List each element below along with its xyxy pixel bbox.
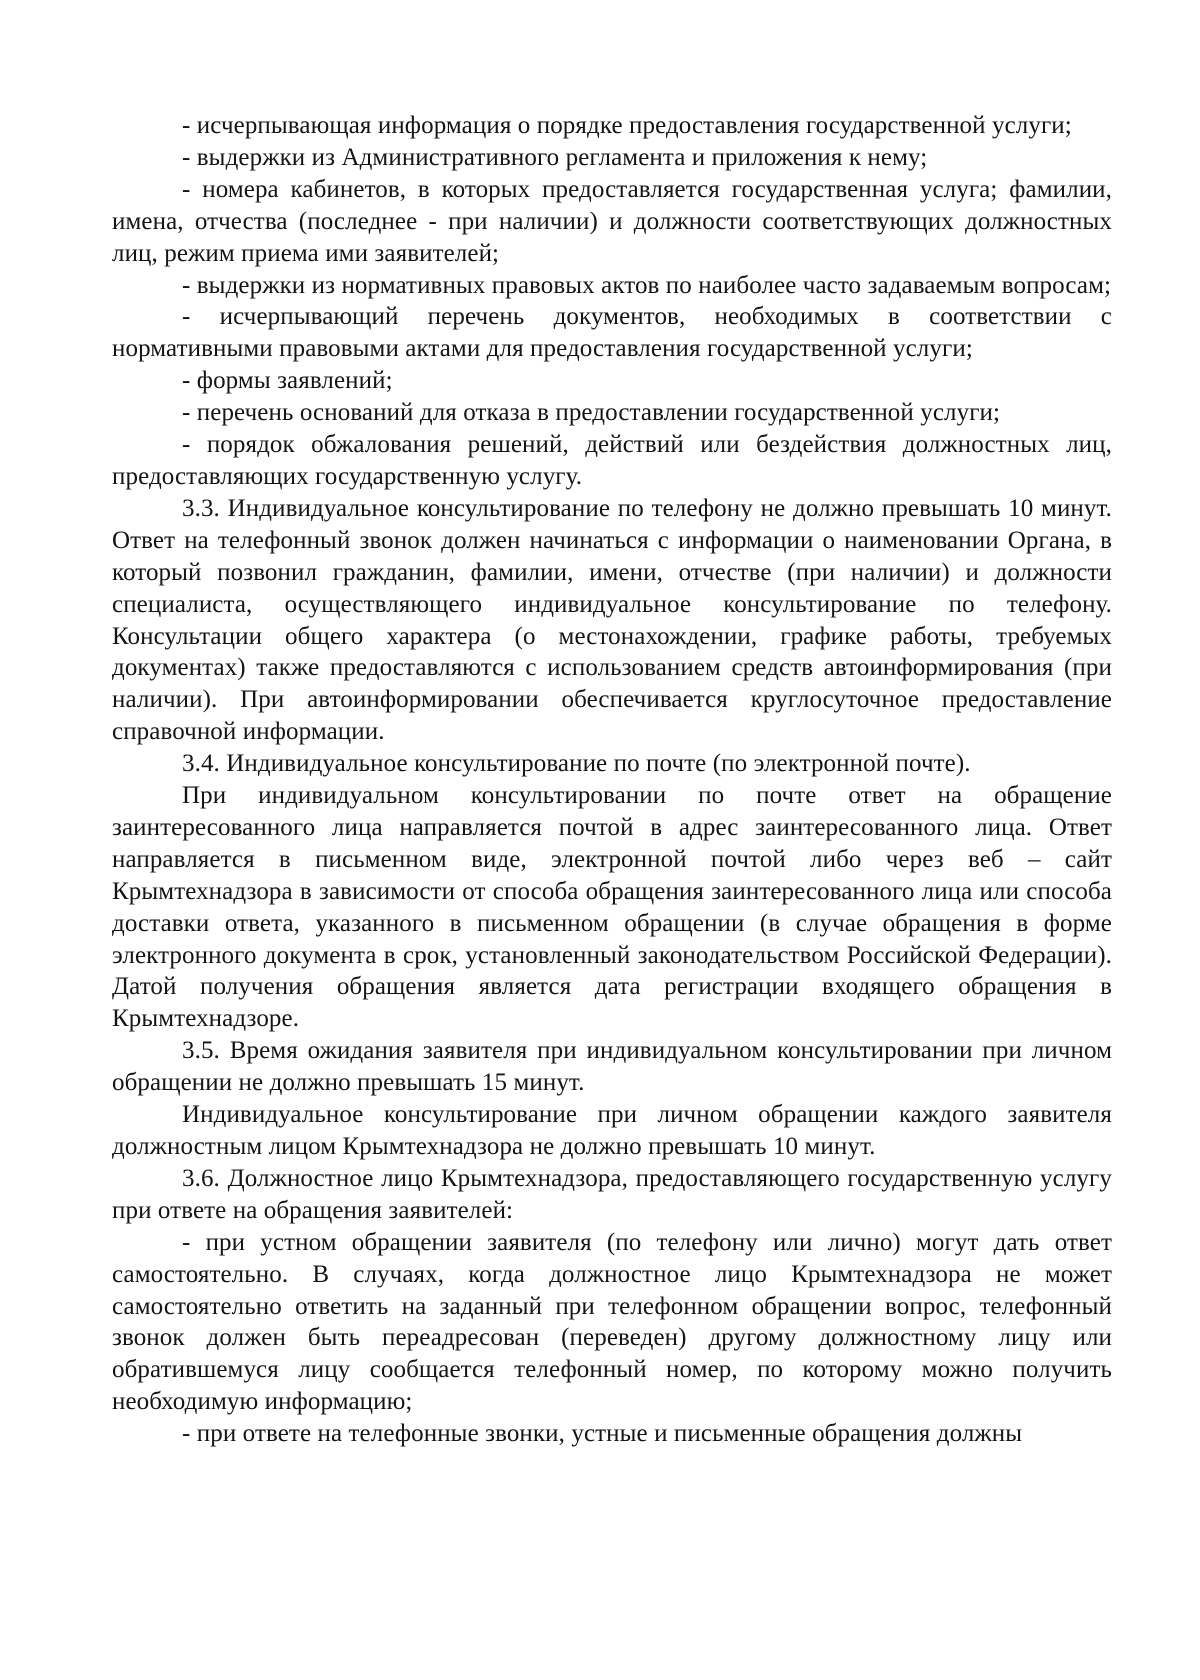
paragraph-info-procedure: - исчерпывающая информация о порядке предоставления государственной услуги; <box>182 112 1072 139</box>
paragraph-mail-consulting: При индивидуальном консультировании по почте ответ на обращение заинтересованного лица направляется почтой в адрес заинтересованного лица. Ответ направляется в письменном виде, электронной почтой либо через веб – сайт Крымтехнадзора в зависимости от способа обращения заинтересованного лица или способа доставки ответа, указанного в письменном обращении (в случае обращения в форме электронного документа в срок, установленный законодательством Российской Федерации). Датой получения обращения является дата регистрации входящего обращения в Крымтехнадзоре. <box>112 782 1112 1033</box>
paragraph-refusal-grounds: - перечень оснований для отказа в предоставлении государственной услуги; <box>182 399 1001 427</box>
paragraph-section-3-3: 3.3. Индивидуальное консультирование по телефону не должно превышать 10 минут. Ответ на телефонный звонок должен начинаться с информации о наименовании Органа, в который позвонил гражданин, фамилии, имени, отчестве (при наличии) и должности специалиста, осуществляющего индивидуальное консультирование по телефону. Консультации общего характера (о местонахождении, графике работы, требуемых документах) также предоставляются с использованием средств автоинформирования (при наличии). При автоинформировании обеспечивается круглосуточное предоставление справочной информации. <box>112 494 1112 746</box>
paragraph-section-3-6: 3.6. Должностное лицо Крымтехнадзора, предоставляющего государственную услугу при ответе на обращения заявителей: <box>112 1164 1112 1224</box>
paragraph-section-3-5: 3.5. Время ожидания заявителя при индивидуальном консультировании при личном обращении не должно превышать 15 минут. <box>112 1037 1112 1097</box>
paragraph-oral-appeal: - при устном обращении заявителя (по телефону или лично) могут дать ответ самостоятельно. В случаях, когда должностное лицо Крымтехнадзора не может самостоятельно ответить на заданный при телефонном обращении вопрос, телефонный звонок должен быть переадресован (переведен) другому должностному лицу или обратившемуся лицу сообщается телефонный номер, по которому можно получить необходимую информацию; <box>112 1228 1112 1416</box>
paragraph-personal-consulting: Индивидуальное консультирование при личном обращении каждого заявителя должностным лицом Крымтехнадзора не должно превышать 10 минут. <box>112 1101 1112 1160</box>
paragraph-documents-list: - исчерпывающий перечень документов, необходимых в соответствии с нормативными правовыми актами для предоставления государственной услуги; <box>112 303 1112 363</box>
document-body <box>112 110 1112 1450</box>
paragraph-regulation-excerpts: - выдержки из Административного регламента и приложения к нему; <box>182 143 928 171</box>
paragraph-legal-excerpts: - выдержки из нормативных правовых актов по наиболее часто задаваемым вопросам; <box>182 271 1112 299</box>
paragraph-section-3-4: 3.4. Индивидуальное консультирование по почте (по электронной почте). <box>182 750 971 778</box>
paragraph-cabinet-numbers: - номера кабинетов, в которых предоставляется государственная услуга; фамилии, имена, отчества (последнее - при наличии) и должности соответствующих должностных лиц, режим приема ими заявителей; <box>112 175 1112 267</box>
paragraph-appeal-procedure: - порядок обжалования решений, действий или бездействия должностных лиц, предоставляющих государственную услугу. <box>112 431 1112 490</box>
paragraph-phone-answer: - при ответе на телефонные звонки, устные и письменные обращения должны <box>182 1420 1023 1448</box>
paragraph-application-forms: - формы заявлений; <box>182 367 393 395</box>
